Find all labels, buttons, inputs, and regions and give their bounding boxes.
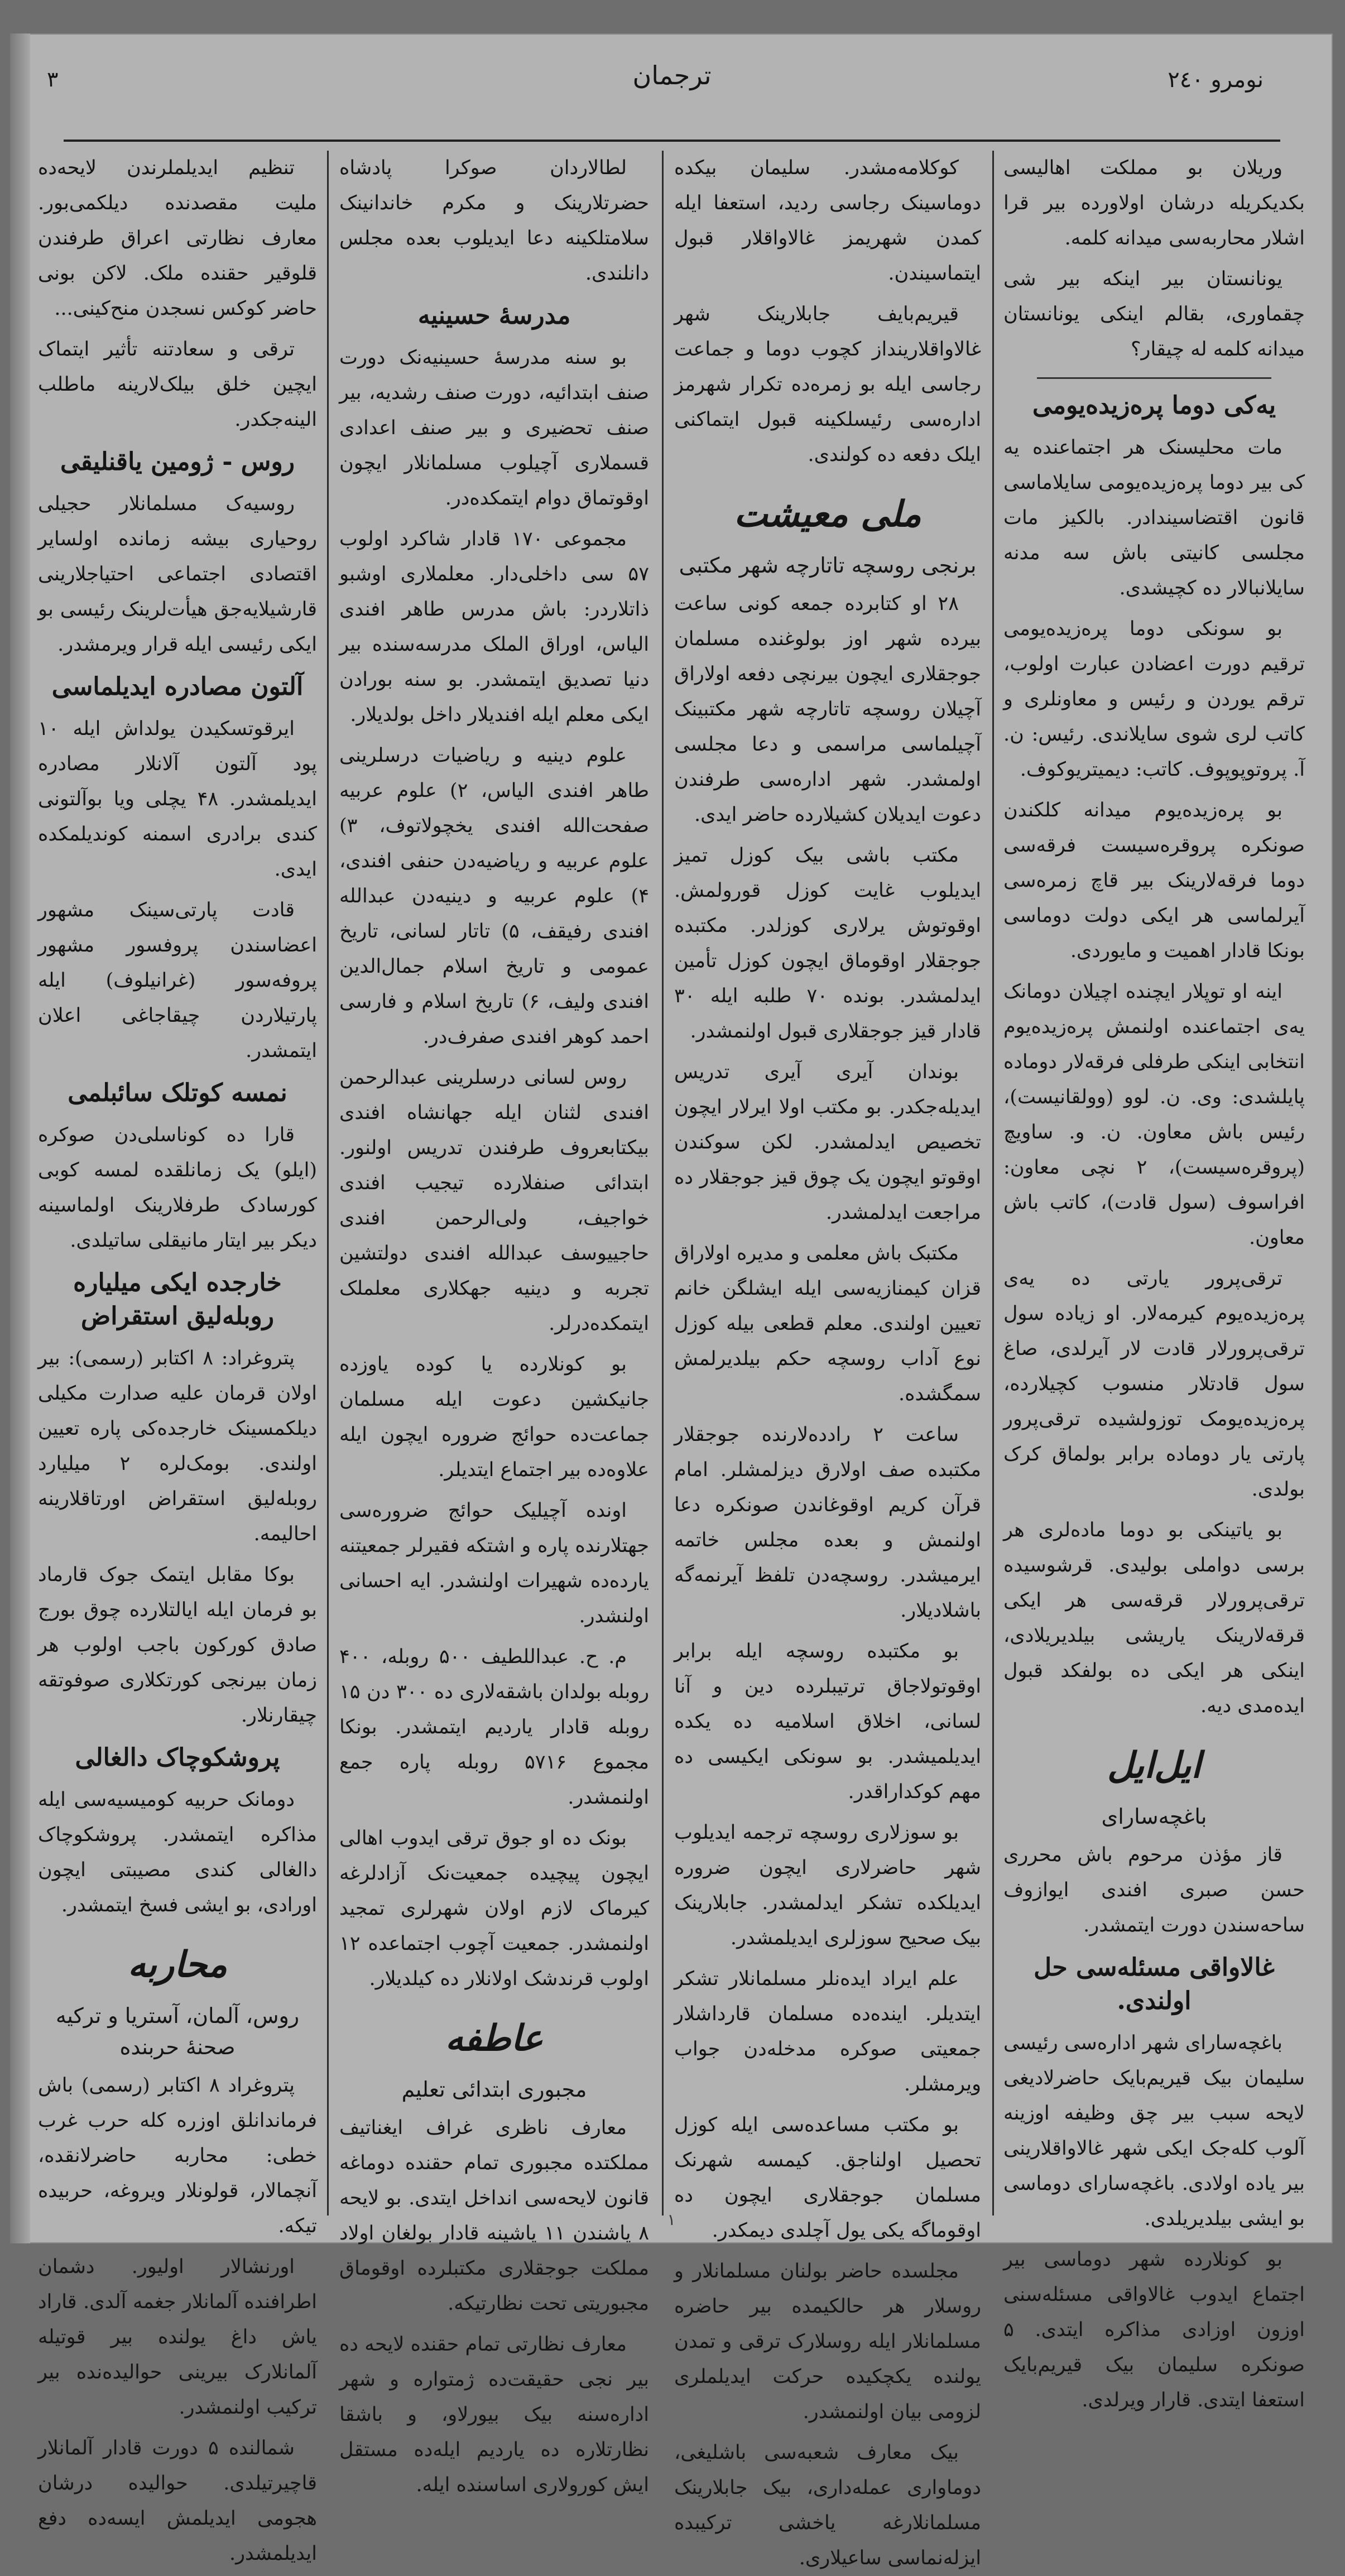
paragraph: بو سوزلاری روسچه ترجمه ایدیلوب شهر حاضرلاری ایچون ضروره ایدیلکده تشکر ایدلمشدر. جابلارینک بیک صحیح سوزلری ایدیلمشدر.: [674, 1822, 981, 1949]
rubric-heading: ملی معیشت: [734, 493, 921, 535]
column-rule: [992, 151, 994, 2215]
paragraph: اورنشالار اولیور. دشمان اطرافنده آلمانلار جغمه آلدی. قاراد یاش داغ یولنده بیر قوتیله آلمانلارک بیرینی حوالیده‌نده بیر ترکیب اولنمشدر.: [38, 2256, 317, 2419]
section-heading: آلتون مصادره ایدیلماسی: [51, 672, 304, 701]
paragraph: مکتب باشی بیک کوزل تمیز ایدیلوب غایت کوزل قورولمش. اوقوتوش یرلاری کوزلدر. مکتبده جوجقلار اوقوماق ایچون کوزل تأمین ایدلمشدر. بونده ۷۰ طلبه ایله ۳۰ قادار قیز جوجقلاری قبول اولنمشدر.: [674, 844, 981, 1042]
section-heading: روس - ژومین یاقنلیقی: [60, 448, 295, 476]
divider: [1037, 377, 1271, 379]
paragraph: تنظیم ایدیلملرندن لایحه‌ده ملیت مقصدنده دیلکمی‌بور. معارف نظارتی اعراق طرفندن قلوقیر حقنده ملک. لاکن بونی حاضر کوکس نسجدن منح‌کینی...: [38, 157, 317, 320]
page-number: ٣: [47, 67, 59, 92]
paragraph: بو مکتب مساعده‌سی ایله کوزل تحصیل اولناجق. کیمسه شهرنک مسلمان جوجقلاری ایچون ده اوقوما‌گه یکی یول آچلدی دیمکدر.: [674, 2114, 981, 2242]
subsection-heading: باغچه‌سارای: [1101, 1804, 1207, 1829]
paragraph: قیریم‌بایف جابلارینک شهر غالاواقلارینداز کچوب دوما و جماعت رجاسی ایله بو زمره‌ده تکرار شهرمز اداره‌سی رئیسلکینه قبول ایتماکنی ایلک دفعه ده کولندی.: [674, 303, 981, 466]
paragraph: مجلسده حاضر بولنان مسلمانلار و روسلار هر حالکیمده بیر حاضره مسلمانلار ایله روسلارک ترقی و تمدن یولنده یکچکیده حرکت ایدیلملری لزومی بیان اولنمشدر.: [674, 2260, 981, 2423]
paragraph: روس لسانی درسلرینی عبدالرحمن افندی لثنان ایله جهانشاه افندی بیکتابعروف طرفندن تدریس اولنور. ابتدائی صنفلارده تیجیب افندی خواجیف، ولی‌الرحمن افندی حاجییوسف عبدالله افندی دولتشین تجربه و دینیه جهکلاری معلملک ایتمکده‌درلر.: [339, 1066, 649, 1335]
paragraph: بو سونکی دوما پره‌زیده‌یومی ترقیم دورت اعضادن عبارت اولوب، ترقم یوردن و رئیس و معاونلری و کاتب لری شوی سایلاندی. رئیس: ن. آ. پروتوپوپوف. کاتب: دیمیتریوکوف.: [1003, 618, 1305, 781]
column-4: [38, 151, 317, 2565]
newspaper-title: ترجمان: [632, 60, 712, 90]
paragraph: بو سنه مدرسهٔ حسینیه‌نک دورت صنف ابتدائیه، دورت صنف رشدیه، بیر صنف تحضیری و بیر صنف اعدادی قسملاری آچیلوب مسلمانلار ایچون اوقوتماق دوام ایتمکده‌در.: [339, 347, 649, 510]
rubric-heading: ایل‌ایل: [1107, 1744, 1202, 1786]
issue-number: نومرو ٢٤٠: [1168, 67, 1264, 93]
paragraph: بو کونلارده یا کوده یاوزده جانیکشین دعوت ایله مسلمان جماعت‌ده حوائج ضروره ایچون ایله علاوه‌ده بیر اجتماع ایتدیلر.: [339, 1353, 649, 1481]
section-heading: نمسه کوتلک سائبلمی: [68, 1079, 287, 1107]
paragraph: بیک معارف شعبه‌سی باشلیغی، دوماواری عمله‌داری، بیک جابلارینک مسلمانلارغه یاخشی ترکیبده ایزله‌نماسی ساعیلاری.: [674, 2442, 981, 2569]
paragraph: یونانستان بیر اینکه بیر شی چقماوری، بقالم اینکی یونانستان میدانه کلمه له چیقار؟: [1003, 268, 1305, 361]
column-rule: [327, 151, 329, 2215]
paragraph: معارف نظارتی تمام حقنده لایحه ده بیر نجی حقیقت‌ده ژمتواره و شهر اداره‌سنه بیک بیورلاو، و باشقا نظارتلاره ده یاردیم ایله‌ده مستقل ایش کورولاری اساسنده ایله.: [339, 2333, 649, 2496]
paragraph: ترقی‌پرور یارتی ده یه‌ی پره‌زیده‌یوم کیرمه‌لار. او زیاده سول ترقی‌پرورلار قادت لار آیرلدی، صاغ سول قادتلار منسوب کچیلارده، پره‌زیده‌یومک توزولشیده ترقی‌پرور پارتی یار دوماده برابر بولماق کرک بولدی.: [1003, 1267, 1305, 1501]
paragraph: لطالاردان صوکرا پادشاه حضرتلارینک و مکرم خاندانینک سلامتلکینه دعا ایدیلوب بعده مجلس دانلندی.: [339, 157, 649, 285]
paragraph: شمالنده ۵ دورت قادار آلمانلار قاچیرتیلدی. حوالیده درشان هجومی ایدیلمش ایسه‌ده دفع ایدیلمشدر.: [38, 2437, 317, 2565]
paragraph: وریلان بو مملکت اهالیسی بکدیکریله درشان اولاورده بیر قرا اشلار محاربه‌سی میدانه کلمه.: [1003, 157, 1305, 249]
paragraph: پتروغراد: ۸ اکتابر (رسمی): بیر اولان قرمان علیه صدارت مکیلی دیلکمسینک خارجده‌کی پاره تعیین اولندی. بومک‌لره ۲ میلیارد روبله‌لیق استقراض اورتاقلارینه احالیمه.: [38, 1347, 317, 1545]
paragraph: علوم دینیه و ریاضیات درسلرینی طاهر افندی الیاس، ۲) علوم عربیه صفحت‌الله افندی یخچولاتوف، ۳) علوم عربیه و ریاضیه‌دن حنفی افندی، ۴) علوم عربیه و دینیه‌دن عبدالله افندی رفیقف، ۵) تاتار لسانی، تاریخ عمومی و تاریخ اسلام جمال‌الدین افندی ولیف، ۶) تاریخ اسلام و فارسی احمد کوهر افندی صفرف‌در.: [339, 744, 649, 1048]
subsection-heading: مجبوری ابتدائی تعلیم: [401, 2077, 587, 2102]
paragraph: مجموعی ۱۷۰ قادار شاکرد اولوب ۵۷ سی داخلی‌دار. معلملاری اوشبو ذاتلاردر: باش مدرس طاهر افندی الیاس، اوراق الملک مدرسه‌سنده بیر دنیا تصدیق ایتمشدر. بو سنه بورادن ایکی معلم ایله افندیلار داخل بولدیلار.: [339, 528, 649, 726]
paragraph: مکتبک باش معلمی و مدیره اولاراق قزان کیمنازیه‌سی ایله ایشلگن خانم تعیین اولندی. معلم قطعی بیله کوزل نوع آداب روسچه حکم بیلدیرلمش سمگشده.: [674, 1242, 981, 1405]
paragraph: اینه او توپلار ایچنده اچیلان دومانک یه‌ی اجتماعنده اولنمش پره‌زیده‌یوم انتخابی اینکی طرفلی فرقه‌لار دوماده پایلشدی: وی. ن. لوو (وولقانیست)، رئیس باش معاون. ن. و. ساویچ (پروقره‌سیست)، ۲ نچی معاون: افراسوف (سول قادت)، کاتب باش معاون.: [1003, 981, 1305, 1249]
paragraph: قارا ده کوناسلی‌دن صوکره (ایلو) یک زمانلقده لمسه کوبی کورسادک طرفلارینک اولماسینه دیکر بیر ایتار مانیقلی ساتیلدی.: [38, 1124, 317, 1252]
masthead-rule: [64, 140, 1280, 142]
column-2: [674, 151, 981, 2569]
section-heading: خارجده ایکی میلیاره روبله‌لیق استقراض: [73, 1268, 282, 1330]
rubric-heading: محاربه: [127, 1944, 228, 1986]
column-1: [1003, 151, 1305, 2411]
paragraph: قادت پارتی‌سینک مشهور اعضاسندن پروفسور مشهور پروفه‌سور (غرانیلوف) ایله پارتیلاردن چیقاجاغی اعلان ایتمشدر.: [38, 899, 317, 1062]
paragraph: ۲۸ او کتابرده جمعه کونی ساعت بیرده شهر اوز بولوغنده مسلمان جوجقلاری ایچون بیرنچی دفعه اولاراق آچیلان روسچه تاتارچه شهر مکتبینک آچیلماسی مراسمی و دعا مجلسی اولمشدر. شهر اداره‌سی طرفندن دعوت ایدیلان کشیلارده حاضر ایدی.: [674, 593, 981, 826]
column-3: [339, 151, 649, 2496]
paragraph: بوکا مقابل ایتمک جوک قارماد بو فرمان ایله ایالتلارده چوق بورج صادق کورکون باجب اولوب هر زمان بیرنجی کورتکلاری صوفوتقه چیقارنلار.: [38, 1564, 317, 1727]
paragraph: بوندان آیری آیری تدریس ایدیله‌جکدر. بو مکتب اولا ایرلار ایچون تخصیص ایدلمشدر. لکن سوکندن اوقوتو ایچون یک چوق قیز جوجقلار ده مراجعت ایدلمشدر.: [674, 1061, 981, 1224]
paragraph: ترقی و سعادتنه تأثیر ایتماک ایچین خلق بیلک‌لارینه ماطلب الینه‌جکدر.: [38, 338, 317, 431]
page-fold-shadow: [10, 33, 30, 2243]
paragraph: ایرقوتسکیدن یولداش ایله ۱۰ پود آلتون آلانلار مصادره ایدیلمشدر. ۴۸ یچلی ویا بوآلتونی کندی برادری اسمنه کوندیلمکده ایدی.: [38, 718, 317, 881]
paragraph: باغچه‌سارای شهر اداره‌سی رئیسی سلیمان بیک قیریم‌بایک حاضرلادیغی لایحه سبب بیر چق وظیفه اوزینه آلوب کله‌جک ایکی شهر غالاواقلارینی بیر یاده اولادی. باغچه‌سارای دوماسی بو ایشی بیلدیریلدی.: [1003, 2032, 1305, 2230]
paragraph: ساعت ۲ رادده‌لارنده جوجقلار مکتبده صف اولارق دیزلمشلر. امام قرآن کریم اوقوغاندن صونکره دعا اولنمش و بعده مجلس خاتمه ایرمیشدر. روسچه‌دن تلفظ آیرنمه‌گه باشلادیلار.: [674, 1424, 981, 1622]
paragraph: بو پره‌زیده‌یوم میدانه کلکندن صونکره پروقره‌سیست فرقه‌سی دوما فرقه‌لارینک بیر قاچ زمره‌سی آیرلماسی هر ایکی دولت دوماسی بونکا قادار اهمیت و مایوردی.: [1003, 799, 1305, 962]
paragraph: م. ح. عبداللطیف ۵۰۰ روبله، ۴۰۰ روبله بولدان باشقه‌لاری ده ۳۰۰ دن ۱۵ روبله قادار یاردیم ایتمشدر. بونکا مجموع ۵۷۱۶ روبله پاره جمع اولنمشدر.: [339, 1646, 649, 1809]
footer-mark: ١: [667, 2210, 676, 2229]
paragraph: علم ایراد ایده‌نلر مسلمانلار تشکر ایتدیلر. اینده‌ده مسلمان قارداشلار جمعیتی صوکره مدخله‌دن جواب ویرمشلر.: [674, 1968, 981, 2096]
section-heading: پروشکوچاک دالغالی: [75, 1743, 280, 1772]
subsection-heading: برنجی روسچه تاتارچه شهر مکتبی: [679, 553, 977, 578]
paragraph: روسیه‌ک مسلمانلار حجیلی روحیاری بیشه زمانده اولسایر اقتصادی اجتماعی احتیاجلارینی قارشیلایه‌جق هیأت‌لرینک رئیسی بو ایکی رئیسی ایله قرار ویرمشدر.: [38, 493, 317, 656]
rubric-heading: عاطفه: [445, 2017, 544, 2059]
paragraph: پتروغراد ۸ اکتابر (رسمی) باش فرماندانلق اوزره کله حرب غرب خطی: محاربه حاضرلانقده، آنچمالار، قولونلار ویروغه، حربیده تیکه.: [38, 2074, 317, 2237]
section-heading: غالاواقی مسئله‌سی حل اولندی.: [1034, 1953, 1275, 2015]
paragraph: اونده آچیلیک حوائج ضروره‌سی جهتلارنده پاره و اشتکه فقیرلر جمعیتنه یارده‌ده شهیرات اولنشدر. ایه احسانی اولنشدر.: [339, 1500, 649, 1627]
paragraph: بو مکتبده روسچه ایله برابر اوقوتولاجاق ترتیبلرده دین و آنا لسانی، اخلاق اسلامیه ده یکده ایدیلمیشدر. بو سونکی ایکیسی ده مهم کوکداراقدر.: [674, 1640, 981, 1803]
newspaper-page: [10, 33, 1333, 2569]
section-heading: مدرسهٔ حسینیه: [417, 301, 571, 330]
paragraph: مات محلیسنک هر اجتماعنده یه کی بیر دوما پره‌زیده‌یومی سایلاماسی قانون اقتضاسیندادر. بالکیز مات مجلسی کانیتی باش سه مدنه سایلانبالار ده کچیشدی.: [1003, 436, 1305, 599]
paragraph: بو کونلارده شهر دوماسی بیر اجتماع ایدوب غالاواقی مسئله‌سنی اوزون اوزادی مذاکره ایتدی. ۵ صونکره سلیمان بیک قیریم‌بایک استعفا ایتدی. قارار ویرلدی.: [1003, 2248, 1305, 2411]
column-rule: [662, 151, 664, 2215]
paragraph: بونک ده او جوق ترقی ایدوب اهالی ایچون پیچیده جمعیت‌نک آزادلرغه کیرماک لازم اولان شهرلری تمجید اولنمشدر. جمعیت آچوب اجتماعده ۱۲ اولوب قرندشک اولانلار ده کیلدیلار.: [339, 1827, 649, 1990]
masthead: [30, 56, 1314, 140]
paragraph: قاز مؤذن مرحوم باش محرری حسن صبری افندی ایوازوف ساحه‌سندن دورت ایتمشدر.: [1003, 1844, 1305, 1936]
paragraph: دوما‌نک حربیه کومیسیه‌سی ایله مذاکره ایتمشدر. پروشکوچاک دالغالی کندی مصیبتی ایچون اورادی، بو ایشی فسخ ایتمشدر.: [38, 1789, 317, 1916]
paragraph: کوکلامه‌مشدر. سلیمان بیکده دوماسینک رجاسی ردید، استعفا ایله کمدن شهریمز غالاواقلار قبول ایتماسیندن.: [674, 157, 981, 285]
section-heading: یه‌کی دوما پره‌زیده‌یومی: [1032, 391, 1276, 420]
paragraph: معارف ناظری غراف ایغناتیف مملکتده مجبوری تمام حقنده دوماغه قانون لایحه‌سی انداخل ایتدی. بو لایحه ۸ یاشندن ۱۱ یاشینه قادار بولغان اولاد مملکت جوجقلاری مکتبلرده اوقوماق مجبوریتی تحت نظارتیکه.: [339, 2117, 649, 2315]
subsection-heading: روس، آلمان، آستریا و ترکیه صحنهٔ حربنده: [55, 2003, 300, 2059]
paragraph: بو یاتینکی بو دوما ماده‌لری هر برسی دواملی بولیدی. قرشوسیده ترقی‌پرورلار قرقه‌سی هر ایکی قرقه‌لارینک یاریشی بیلدیریلادی، اینکی هر ایکی ده بولفکد قبول ایده‌مدی دیه.: [1003, 1519, 1305, 1717]
